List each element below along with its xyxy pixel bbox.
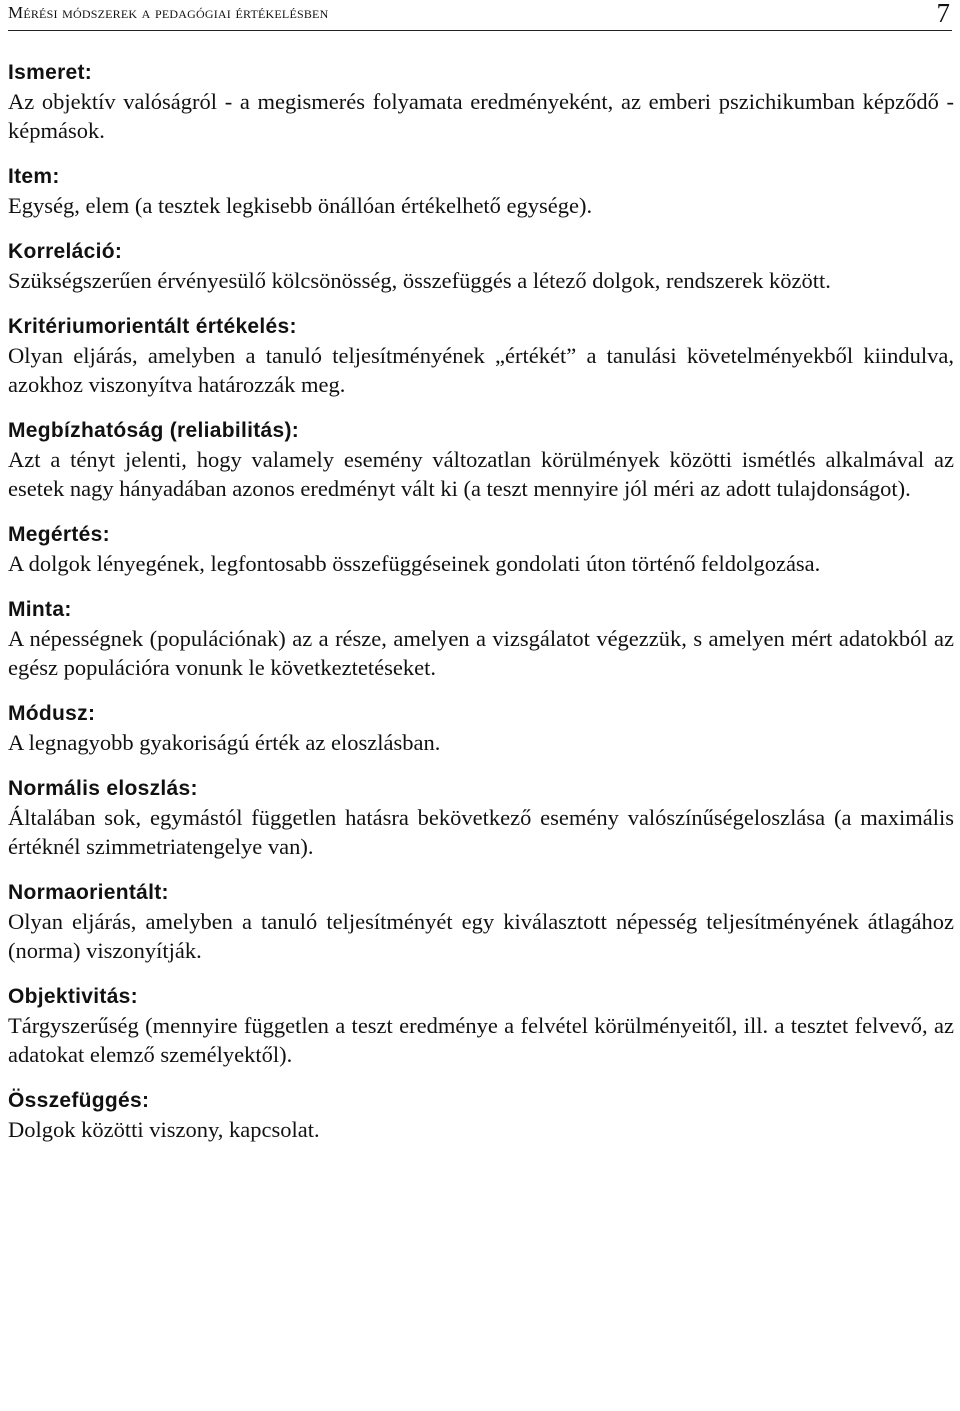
glossary-entry-megbizhatosag: [8, 416, 954, 503]
glossary-definition: Szükségszerűen érvényesülő kölcsönösség, összefüggés a létező dolgok, rendszerek között.: [8, 268, 831, 293]
glossary-entry-normaorientalt: [8, 878, 954, 965]
glossary-definition: Olyan eljárás, amelyben a tanuló teljesítményének „értékét” a tanulási követelményekből kiindulva, azokhoz viszonyítva határozzák meg.: [8, 343, 954, 397]
glossary-term: Objektivitás:: [8, 985, 138, 1008]
glossary-term: Minta:: [8, 598, 72, 621]
page-header: [8, 0, 952, 31]
page-number: 7: [936, 0, 950, 28]
glossary-term: Normaorientált:: [8, 881, 169, 904]
glossary-term: Korreláció:: [8, 240, 123, 263]
glossary-definition: Általában sok, egymástól független hatásra bekövetkező esemény valószínűségeloszlása (a maximális értéknél szimmetriatengelye van).: [8, 805, 954, 859]
glossary-entry-item: [8, 162, 954, 220]
glossary-entry-ismeret: [8, 58, 954, 145]
glossary-definition: Egység, elem (a tesztek legkisebb önállóan értékelhető egysége).: [8, 193, 593, 218]
glossary-definition: A népességnek (populációnak) az a része, amelyen a vizsgálatot végezzük, s amelyen mért adatokból az egész populációra vonunk le következtetéseket.: [8, 626, 954, 680]
running-title: Mérési módszerek a pedagógiai értékelésben: [8, 3, 329, 22]
glossary-entry-osszefugges: [8, 1086, 954, 1144]
glossary-entry-kriteriumorientalt: [8, 312, 954, 399]
glossary-term: Kritériumorientált értékelés:: [8, 315, 297, 338]
glossary-definition: A legnagyobb gyakoriságú érték az eloszlásban.: [8, 730, 441, 755]
glossary-definition: Dolgok közötti viszony, kapcsolat.: [8, 1117, 320, 1142]
glossary-term: Megértés:: [8, 523, 110, 546]
glossary-term: Összefüggés:: [8, 1089, 150, 1112]
glossary-definition: Tárgyszerűség (mennyire független a teszt eredménye a felvétel körülményeitől, ill. a tesztet felvevő, az adatokat elemző személyektől).: [8, 1013, 954, 1067]
glossary-term: Ismeret:: [8, 61, 93, 84]
glossary-term: Módusz:: [8, 702, 96, 725]
glossary-entry-megertes: [8, 520, 954, 578]
glossary-entry-normalis-eloszlas: [8, 774, 954, 861]
glossary-entry-korrelacio: [8, 237, 954, 295]
glossary-term: Megbízhatóság (reliabilitás):: [8, 419, 300, 442]
glossary-term: Normális eloszlás:: [8, 777, 198, 800]
glossary-term: Item:: [8, 165, 60, 188]
glossary-definition: Azt a tényt jelenti, hogy valamely esemény változatlan körülmények közötti ismétlés alkalmával az esetek nagy hányadában azonos eredményt vált ki (a teszt mennyire jól méri az adott tulajdonságot).: [8, 447, 954, 501]
glossary-entry-modusz: [8, 699, 954, 757]
glossary: [8, 58, 954, 1161]
glossary-definition: Az objektív valóságról - a megismerés folyamata eredményeként, az emberi pszichikumban képződő - képmások.: [8, 89, 954, 143]
glossary-entry-objektivitas: [8, 982, 954, 1069]
glossary-entry-minta: [8, 595, 954, 682]
glossary-definition: Olyan eljárás, amelyben a tanuló teljesítményét egy kiválasztott népesség teljesítményének átlagához (norma) viszonyítják.: [8, 909, 954, 963]
glossary-definition: A dolgok lényegének, legfontosabb összefüggéseinek gondolati úton történő feldolgozása.: [8, 551, 821, 576]
